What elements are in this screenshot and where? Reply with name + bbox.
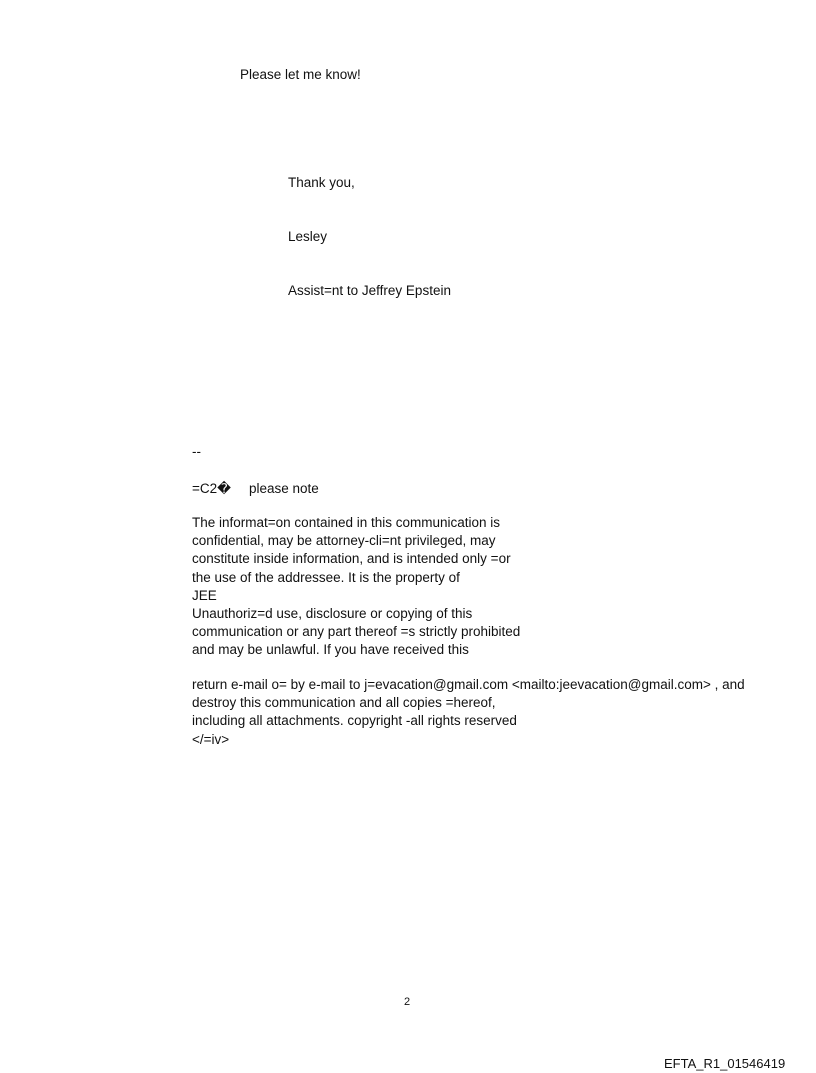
disclaimer-line: and may be unlawful. If you have received this — [192, 642, 469, 658]
page-number: 2 — [404, 996, 411, 1008]
disclaimer-line: the use of the addressee. It is the property of — [192, 569, 460, 585]
sender-name: Lesley — [288, 229, 328, 244]
signature-separator: -- — [192, 444, 201, 459]
disclaimer-line: Unauthoriz=d use, disclosure or copying of this — [192, 606, 473, 622]
return-instructions-paragraph — [192, 676, 745, 749]
notice-heading: please note — [248, 481, 319, 496]
return-line: destroy this communication and all copies =hereof, — [192, 695, 496, 711]
closing-request-text: Please let me know! — [240, 67, 361, 82]
notice-heading-line — [192, 480, 319, 498]
disclaimer-line: confidential, may be attorney-cli=nt privileged, may — [192, 533, 496, 549]
return-line: </=iv> — [192, 731, 230, 747]
disclaimer-line: communication or any part thereof =s strictly prohibited — [192, 624, 521, 640]
return-line: including all attachments. copyright -all rights reserved — [192, 713, 517, 729]
disclaimer-paragraph — [192, 514, 520, 660]
sign-off-text: Thank you, — [288, 175, 355, 190]
disclaimer-line: JEE — [192, 587, 217, 603]
document-id: EFTA_R1_01546419 — [664, 1056, 786, 1071]
return-line: return e-mail o= by e-mail to j=evacation@gmail.com <mailto:jeevacation@gmail.com> , and — [192, 677, 745, 692]
sender-title: Assist=nt to Jeffrey Epstein — [288, 283, 451, 298]
disclaimer-line: The informat=on contained in this communication is — [192, 515, 501, 530]
notice-prefix-glyph: =C2� — [192, 481, 231, 496]
disclaimer-line: constitute inside information, and is intended only =or — [192, 551, 511, 567]
